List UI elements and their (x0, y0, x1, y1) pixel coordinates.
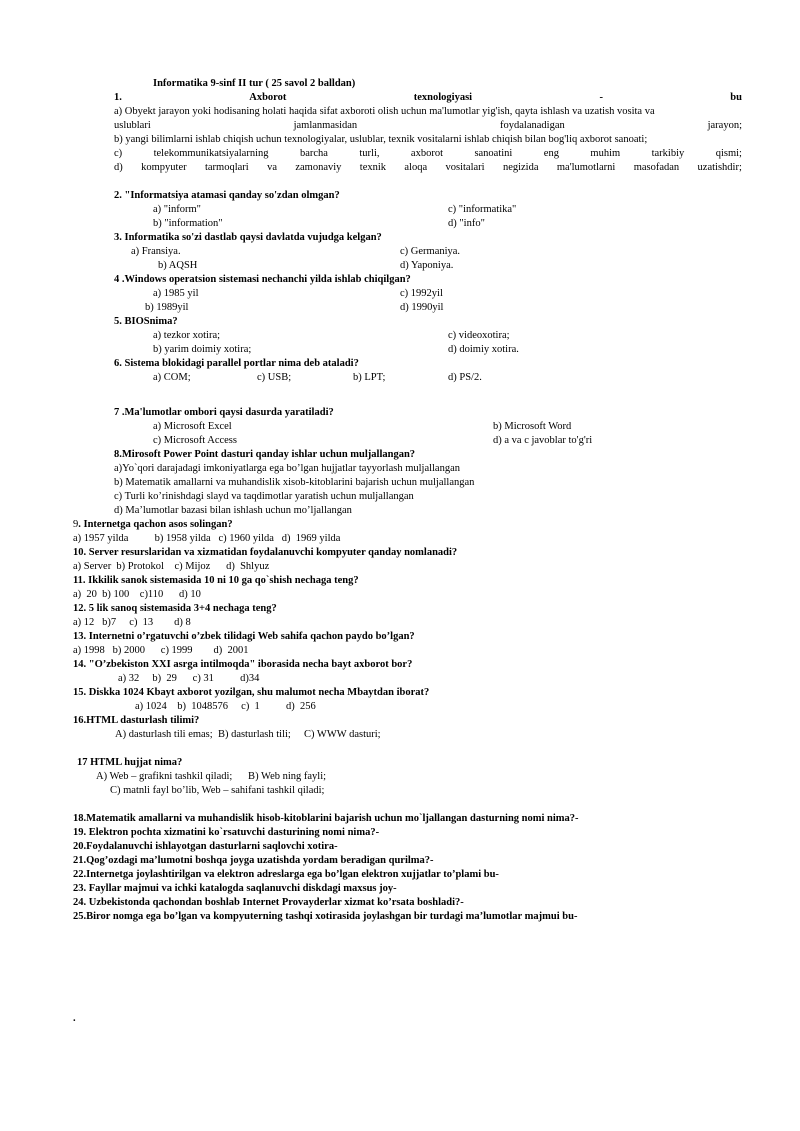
q10-question (73, 546, 457, 559)
footer-dot: . (73, 1013, 76, 1024)
q5-option-d: d) doimiy xotira. (448, 344, 519, 355)
open-question-18: 18.Matematik amallarni va muhandislik hisob-kitoblarini bajarish uchun mo`ljallangan dasturning nomi nima?- (73, 813, 579, 824)
q1-c-word: c) (114, 148, 123, 159)
q7-option-d: d) a va c javoblar to'g'ri (493, 435, 593, 446)
q10-number: 10 (73, 547, 84, 558)
q6-question: 6. Sistema blokidagi parallel portlar nima deb ataladi? (114, 358, 359, 369)
q1-option-b: b) yangi bilimlarni ishlab chiqish uchun texnologiyalar, uslublar, texnik vositalarni ishlab chiqish bilan bog'liq axborot sanoati; (114, 134, 648, 145)
q4-option-a: a) 1985 yil (153, 288, 199, 299)
q1-d-word: vositalari (445, 162, 485, 173)
q1-option-d (114, 161, 742, 174)
open-question-23: 23. Fayllar majmui va ichki katalogda saqlanuvchi diskdagi maxsus joy- (73, 883, 397, 894)
q11-question: 11. Ikkilik sanok sistemasida 10 ni 10 ga qo`shish nechaga teng? (73, 575, 359, 586)
q4-question: 4 .Windows operatsion sistemasi nechanchi yilda ishlab chiqilgan? (114, 274, 411, 285)
q13-question: 13. Internetni o’rgatuvchi o’zbek tilidagi Web sahifa qachon paydo bo’lgan? (73, 631, 415, 642)
q7-option-c: c) Microsoft Access (153, 435, 237, 446)
q1-option-a-line1: a) Obyekt jarayon yoki hodisaning holati haqida sifat axboroti olish uchun ma'lumotlar yig'ish, qayta ishlash va uzatish vosita va (114, 106, 655, 117)
q1-a-word: uslublari (114, 120, 151, 131)
q1-c-word: barcha (299, 148, 328, 159)
q8-option-c: c) Turli ko’rinishdagi slayd va taqdimotlar yaratish uchun muljallangan (114, 491, 414, 502)
q1-word-axborot: Axborot (249, 92, 287, 103)
q16-options: A) dasturlash tili emas; B) dasturlash tili; C) WWW dasturi; (115, 729, 381, 740)
q4-option-b: b) 1989yil (145, 302, 189, 313)
q1-d-word: texnik (359, 162, 387, 173)
q8-option-a: a)Yo`qori darajadagi imkoniyatlarga ega bo’lgan hujjatlar tayyorlash muljallangan (114, 463, 461, 474)
q1-d-word: va (267, 162, 277, 173)
q8-option-b: b) Matematik amallarni va muhandislik xisob-kitoblarini bajarish uchun muljallangan (114, 477, 475, 488)
q1-d-word: ma'lumotlarni (556, 162, 616, 173)
q1-d-word: negizida (502, 162, 539, 173)
q6-option-lpt: b) LPT; (353, 372, 386, 383)
q6-option-ps2: d) PS/2. (448, 372, 482, 383)
open-question-19: 19. Elektron pochta xizmatini ko`rsatuvchi dasturining nomi nima?- (73, 827, 380, 838)
q8-option-d: d) Ma’lumotlar bazasi bilan ishlash uchun mo’ljallangan (114, 505, 352, 516)
q1-c-word: qismi; (715, 148, 742, 159)
q5-option-b: b) yarim doimiy xotira; (153, 344, 252, 355)
q3-option-c: c) Germaniya. (400, 246, 461, 257)
q9-number: 9 (73, 519, 79, 530)
page-title: Informatika 9-sinf II tur ( 25 savol 2 balldan) (153, 78, 356, 89)
q17-option-c: C) matnli fayl bo’lib, Web – sahifani tashkil qiladi; (110, 785, 325, 796)
q1-dash: - (599, 92, 603, 103)
q1-d-word: uzatishdir; (697, 162, 742, 173)
q7-option-b: b) Microsoft Word (493, 421, 572, 432)
q7-question: 7 .Ma'lumotlar ombori qaysi dasurda yaratiladi? (114, 407, 334, 418)
q5-option-a: a) tezkor xotira; (153, 330, 221, 341)
q5-question: 5. BIOSnima? (114, 316, 178, 327)
q3-option-a: a) Fransiya. (131, 246, 181, 257)
q10-text: . Server resurslaridan va xizmatidan foydalanuvchi kompyuter qanday nomlanadi? (83, 547, 458, 558)
q1-header (114, 91, 742, 104)
q2-option-b: b) "information" (153, 218, 223, 229)
q2-option-d: d) "info" (448, 218, 485, 229)
q14-question: 14. "O’zbekiston XXI asrga intilmoqda" iborasida necha bayt axborot bor? (73, 659, 413, 670)
q4-option-d: d) 1990yil (400, 302, 444, 313)
q3-option-b: b) AQSH (158, 260, 198, 271)
q1-d-word: kompyuter (141, 162, 187, 173)
q14-options: a) 32 b) 29 c) 31 d)34 (118, 673, 260, 684)
q17-options-ab: A) Web – grafikni tashkil qiladi; B) Web ning fayli; (96, 771, 327, 782)
q1-d-word: aloqa (404, 162, 428, 173)
q9-options: a) 1957 yilda b) 1958 yilda c) 1960 yilda d) 1969 yilda (73, 533, 341, 544)
q7-option-a: a) Microsoft Excel (153, 421, 232, 432)
q15-question: 15. Diskka 1024 Kbayt axborot yozilgan, shu malumot necha Mbaytdan iborat? (73, 687, 430, 698)
q1-c-word: eng (543, 148, 559, 159)
q15-options: a) 1024 b) 1048576 c) 1 d) 256 (135, 701, 316, 712)
q1-word-bu: bu (730, 92, 742, 103)
q3-option-d: d) Yaponiya. (400, 260, 454, 271)
q1-a-word: jarayon; (707, 120, 742, 131)
q12-options: a) 12 b)7 c) 13 d) 8 (73, 617, 191, 628)
q1-d-word: zamonaviy (295, 162, 342, 173)
q3-question: 3. Informatika so'zi dastlab qaysi davlatda vujudga kelgan? (114, 232, 382, 243)
q11-options: a) 20 b) 100 c)110 d) 10 (73, 589, 201, 600)
q12-text: . 5 lik sanoq sistemasida 3+4 nechaga teng? (83, 603, 277, 614)
q1-a-word: foydalanadigan (500, 120, 565, 131)
q16-question: 16.HTML dasturlash tilimi? (73, 715, 200, 726)
q1-c-word: muhim (590, 148, 621, 159)
q12-question (73, 602, 277, 615)
q1-option-c (114, 147, 742, 160)
q2-option-a: a) "inform" (153, 204, 201, 215)
q1-c-word: telekommunikatsiyalarning (153, 148, 269, 159)
open-question-22: 22.Internetga joylashtirilgan va elektron adreslarga ega bo’lgan elektron xujjatlar to’plami bu- (73, 869, 499, 880)
open-question-24: 24. Uzbekistonda qachondan boshlab Internet Provayderlar xizmat ko’rsata boshladi?- (73, 897, 464, 908)
q1-word-texnologiyasi: texnologiyasi (413, 92, 473, 103)
q9-text: . Internetga qachon asos solingan? (78, 519, 233, 530)
q1-number: 1. (114, 92, 122, 103)
q1-d-word: tarmoqlari (204, 162, 249, 173)
q1-c-word: tarkibiy (651, 148, 685, 159)
q10-options: a) Server b) Protokol c) Mijoz d) Shlyuz (73, 561, 270, 572)
open-question-20: 20.Foydalanuvchi ishlayotgan dasturlarni saqlovchi xotira- (73, 841, 338, 852)
q1-d-word: masofadan (633, 162, 680, 173)
q2-option-c: c) "informatika" (448, 204, 517, 215)
q6-option-usb: c) USB; (257, 372, 292, 383)
q8-question: 8.Mirosoft Power Point dasturi qanday ishlar uchun muljallangan? (114, 449, 416, 460)
q1-d-word: d) (114, 162, 123, 173)
q13-options: a) 1998 b) 2000 c) 1999 d) 2001 (73, 645, 249, 656)
q1-c-word: axborot (410, 148, 443, 159)
open-question-25: 25.Biror nomga ega bo’lgan va kompyuterning tashqi xotirasida joylashgan bir turdagi ma’lumotlar majmui bu- (73, 911, 578, 922)
q1-a-word: jamlanmasidan (293, 120, 358, 131)
q12-number: 12 (73, 603, 84, 614)
q9-question (73, 518, 233, 531)
q6-option-com: a) COM; (153, 372, 191, 383)
q17-question: 17 HTML hujjat nima? (77, 757, 183, 768)
q5-option-c: c) videoxotira; (448, 330, 510, 341)
q4-option-c: c) 1992yil (400, 288, 443, 299)
q1-c-word: turli, (359, 148, 380, 159)
q2-question: 2. "Informatsiya atamasi qanday so'zdan olmgan? (114, 190, 340, 201)
open-question-21: 21.Qog’ozdagi ma’lumotni boshqa joyga uzatishda yordam beradigan qurilma?- (73, 855, 434, 866)
q1-c-word: sanoatini (474, 148, 513, 159)
q1-option-a-line2 (114, 119, 742, 132)
